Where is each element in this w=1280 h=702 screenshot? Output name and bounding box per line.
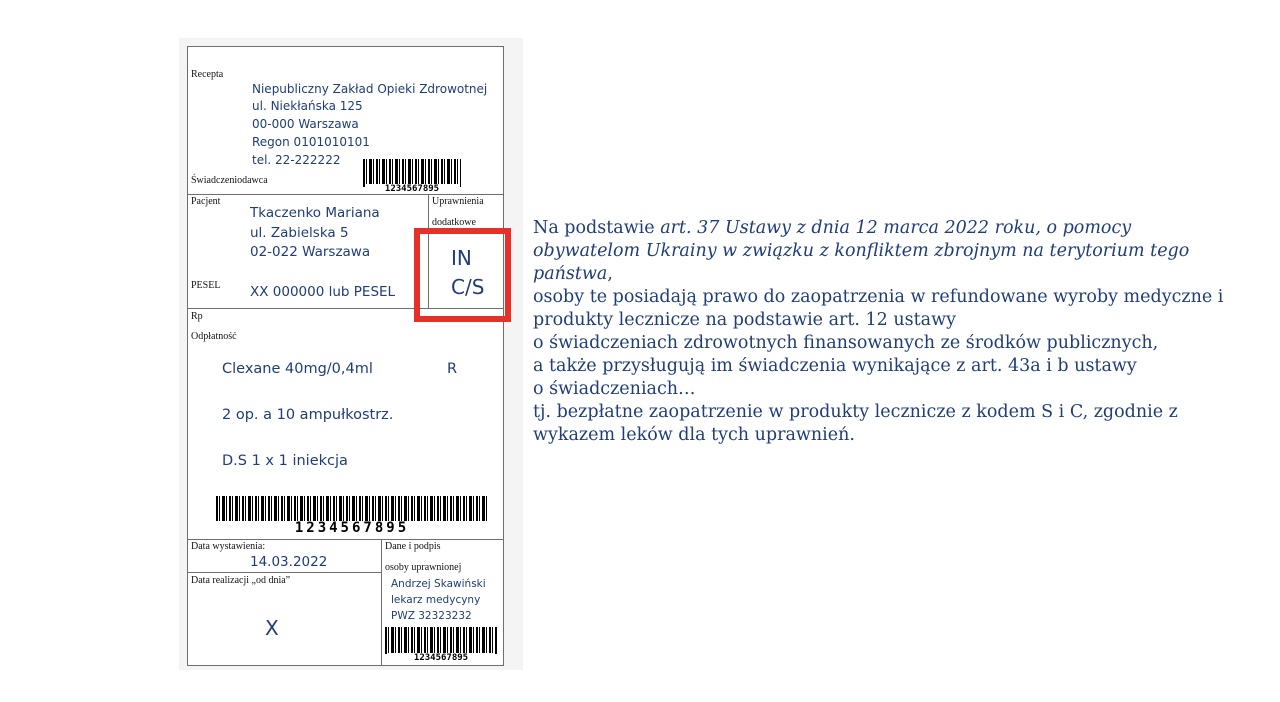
- legal-basis-prefix: Na podstawie: [533, 218, 661, 238]
- divider-signature: [381, 539, 382, 666]
- issue-date: 14.03.2022: [250, 554, 328, 570]
- provider-line-5: tel. 22-222222: [252, 153, 341, 167]
- pesel-label: PESEL: [191, 280, 221, 291]
- provider-line-4: Regon 0101010101: [252, 135, 370, 149]
- drug-dosage: D.S 1 x 1 iniekcja: [222, 453, 348, 469]
- patient-name: Tkaczenko Mariana: [250, 205, 380, 221]
- doctor-title: lekarz medycyny: [391, 594, 481, 606]
- divider-provider: [187, 194, 504, 195]
- provider-barcode-number: 1234567895: [365, 184, 459, 194]
- patient-street: ul. Zabielska 5: [250, 225, 349, 241]
- paragraph-benefits-act: o świadczeniach…: [533, 379, 696, 399]
- divider-date: [187, 572, 381, 573]
- doctor-name: Andrzej Skawiński: [391, 578, 486, 590]
- odplatnosc-label: Odpłatność: [191, 331, 237, 342]
- uprawnienia-value-cs: C/S: [451, 275, 485, 299]
- uprawnienia-label-2: dodatkowe: [432, 217, 476, 228]
- rp-label: Rp: [191, 311, 203, 322]
- provider-barcode: [363, 159, 461, 187]
- realization-value: X: [265, 616, 279, 640]
- divider-rx: [187, 539, 504, 540]
- rx-barcode-number: 1234567895: [216, 521, 488, 535]
- recepta-label: Recepta: [191, 69, 224, 80]
- provider-line-1: Niepubliczny Zakład Opieki Zdrowotnej: [252, 82, 488, 96]
- uprawnienia-label-1: Uprawnienia: [432, 196, 484, 207]
- drug-quantity: 2 op. a 10 ampułkostrz.: [222, 407, 394, 423]
- data-realizacji-label: Data realizacji „od dnia”: [191, 575, 291, 586]
- swiadczeniodawca-label: Świadczeniodawca: [191, 175, 268, 186]
- paragraph-benefits: a także przysługują im świadczenia wynikające z art. 43a i b ustawy: [533, 356, 1137, 376]
- paragraph-health-act: o świadczeniach zdrowotnych finansowanych ze środków publicznych,: [533, 333, 1159, 353]
- patient-city: 02-022 Warszawa: [250, 244, 371, 260]
- paragraph-legal-basis: [533, 217, 1233, 286]
- paragraph-rights: osoby te posiadają prawo do zaopatrzenia w refundowane wyroby medyczne i produkty lecznicze na podstawie art. 12 ustawy: [533, 287, 1224, 330]
- doctor-barcode-number: 1234567895: [388, 653, 494, 663]
- drug-name: Clexane 40mg/0,4ml: [222, 361, 373, 377]
- uprawnienia-value-in: IN: [451, 246, 472, 270]
- dane-podpis-label-1: Dane i podpis: [385, 541, 441, 552]
- legal-basis-suffix: ,: [607, 264, 613, 284]
- drug-payment: R: [447, 361, 458, 377]
- pacjent-label: Pacjent: [191, 196, 221, 207]
- data-wystawienia-label: Data wystawienia:: [191, 541, 266, 552]
- legal-basis-act: art. 37 Ustawy z dnia 12 marca 2022 roku, o pomocy obywatelom Ukrainy w związku z konfliktem zbrojnym na terytorium tego państwa: [533, 218, 1190, 284]
- legal-explanation: [533, 217, 1233, 447]
- provider-line-2: ul. Niekłańska 125: [252, 99, 363, 113]
- doctor-barcode: [385, 627, 497, 654]
- doctor-pwz: PWZ 32323232: [391, 610, 472, 622]
- pesel-value: XX 000000 lub PESEL: [250, 284, 396, 300]
- paragraph-free-supply: tj. bezpłatne zaopatrzenie w produkty lecznicze z kodem S i C, zgodnie z wykazem leków dla tych uprawnień.: [533, 402, 1178, 445]
- dane-podpis-label-2: osoby uprawnionej: [385, 562, 462, 573]
- provider-line-3: 00-000 Warszawa: [252, 117, 359, 131]
